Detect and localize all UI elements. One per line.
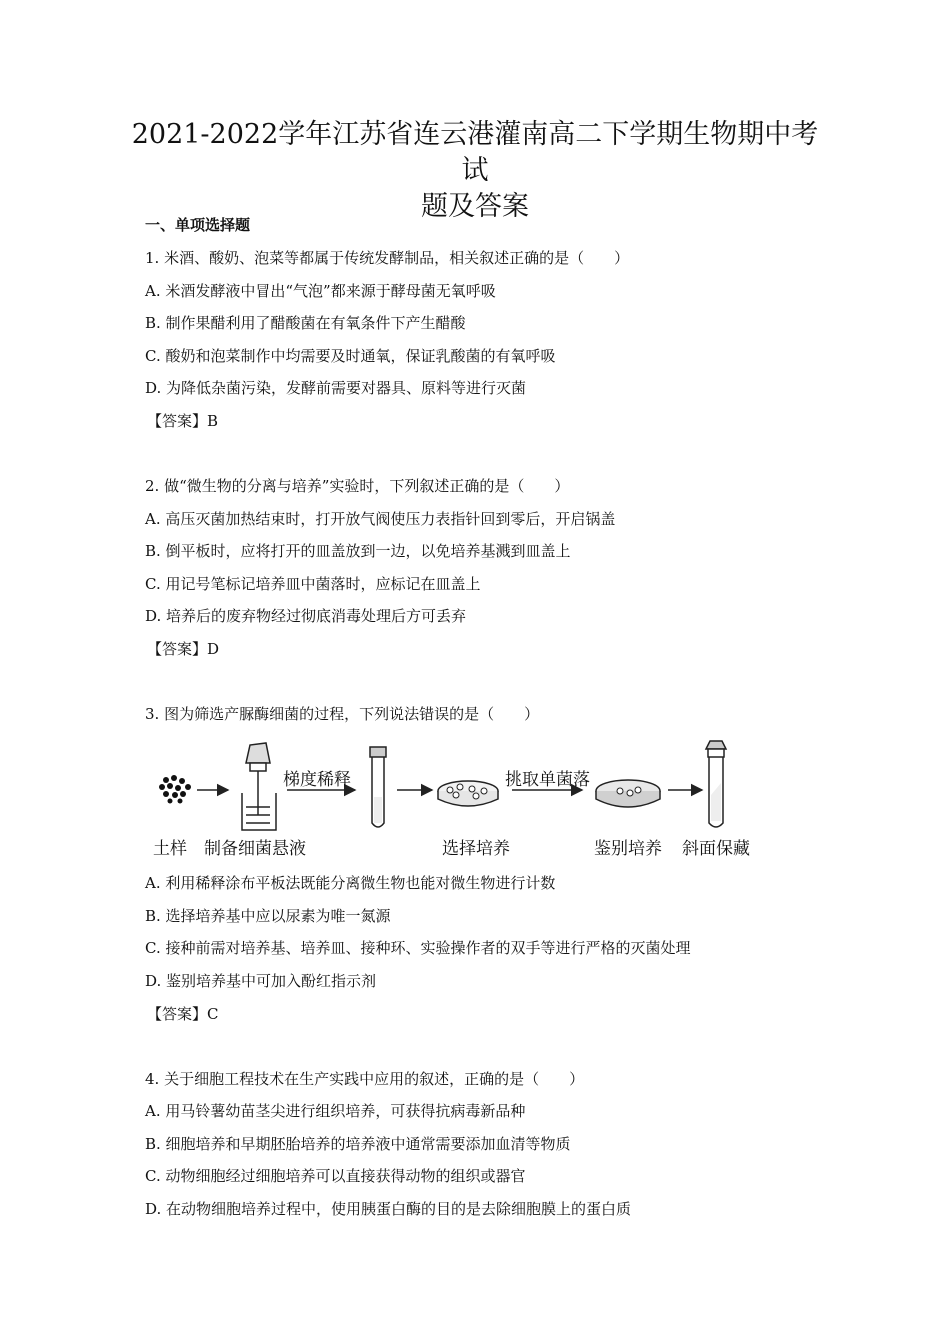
question-4-stem: 4. 关于细胞工程技术在生产实践中应用的叙述，正确的是（ ） [145,1070,585,1088]
question-3-option-d: D. 鉴别培养基中可加入酚红指示剂 [145,972,377,990]
question-1-option-b: B. 制作果醋利用了醋酸菌在有氧条件下产生醋酸 [145,314,466,332]
slant-storage-tube-icon [706,741,726,827]
figure-label-soil: 土样 [153,839,187,859]
question-3-stem: 3. 图为筛选产脲酶细菌的过程，下列说法错误的是（ ） [145,705,540,723]
identification-culture-plate-icon [596,780,660,807]
question-2-option-c: C. 用记号笔标记培养皿中菌落时，应标记在皿盖上 [145,575,481,593]
title-line-2: 题及答案 [421,191,529,222]
question-2-option-b: B. 倒平板时，应将打开的皿盖放到一边，以免培养基溅到皿盖上 [145,542,571,560]
question-2-stem: 2. 做“微生物的分离与培养”实验时，下列叙述正确的是（ ） [145,477,570,495]
question-4-option-b: B. 细胞培养和早期胚胎培养的培养液中通常需要添加血清等物质 [145,1135,571,1153]
question-1-option-a: A. 米酒发酵液中冒出“气泡”都来源于酵母菌无氧呼吸 [145,282,496,300]
question-2-option-a: A. 高压灭菌加热结束时，打开放气阀使压力表指针回到零后，开启锅盖 [145,510,616,528]
question-4-option-a: A. 用马铃薯幼苗茎尖进行组织培养，可获得抗病毒新品种 [145,1102,526,1120]
question-3-answer: 【答案】C [147,1005,219,1023]
figure-arrow-label-dilution: 梯度稀释 [283,770,351,790]
figure-label-identification: 鉴别培养 [594,839,662,859]
figure-arrow-label-pick-colony: 挑取单菌落 [505,770,590,790]
title-line-1: 2021-2022学年江苏省连云港灌南高二下学期生物期中考试 [131,119,819,186]
section-heading: 一、单项选择题 [145,216,251,234]
question-1-stem: 1. 米酒、酸奶、泡菜等都属于传统发酵制品，相关叙述正确的是（ ） [145,249,630,267]
question-4-option-c: C. 动物细胞经过细胞培养可以直接获得动物的组织或器官 [145,1167,526,1185]
question-4-option-d: D. 在动物细胞培养过程中，使用胰蛋白酶的目的是去除细胞膜上的蛋白质 [145,1200,632,1218]
question-3-option-c: C. 接种前需对培养基、培养皿、接种环、实验操作者的双手等进行严格的灭菌处理 [145,939,691,957]
figure-label-selective: 选择培养 [442,839,510,859]
question-2-answer: 【答案】D [147,640,220,658]
question-2-option-d: D. 培养后的废弃物经过彻底消毒处理后方可丢弃 [145,607,467,625]
selective-culture-plate-icon [438,781,498,806]
question-3-option-b: B. 选择培养基中应以尿素为唯一氮源 [145,907,391,925]
figure-label-suspension: 制备细菌悬液 [204,839,306,859]
soil-sample-icon [159,775,191,804]
question-1-option-c: C. 酸奶和泡菜制作中均需要及时通氧，保证乳酸菌的有氧呼吸 [145,347,556,365]
question-3-option-a: A. 利用稀释涂布平板法既能分离微生物也能对微生物进行计数 [145,874,556,892]
document-title [120,117,830,225]
question-1-answer: 【答案】B [147,412,219,430]
bacterial-suspension-icon [242,743,276,830]
figure-label-slant-storage: 斜面保藏 [682,839,750,859]
test-tube-icon [370,747,386,827]
question-1-option-d: D. 为降低杂菌污染，发酵前需要对器具、原料等进行灭菌 [145,379,527,397]
screening-process-figure [150,735,760,850]
